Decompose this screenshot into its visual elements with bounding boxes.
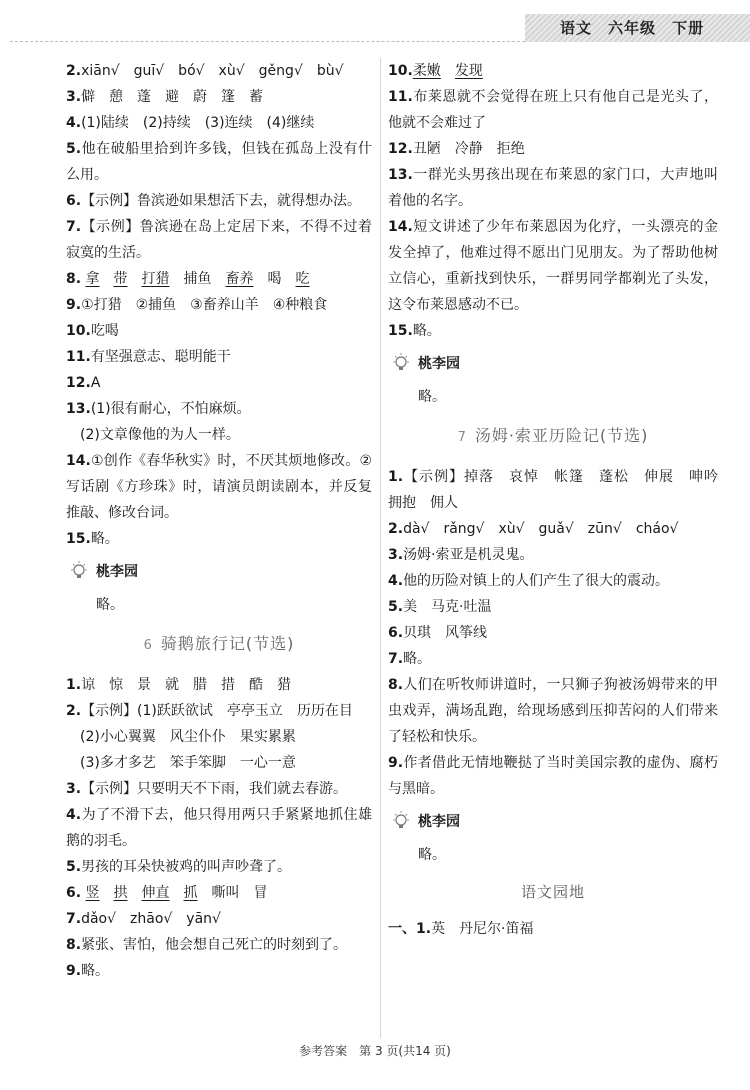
item-text: xiān√ guī√ bó√ xù√ gěng√ bù√ [81, 63, 344, 79]
answer-subitem: (2)文章像他的为人一样。 [80, 427, 240, 443]
section-title [388, 414, 718, 460]
item-text: 他的历险对镇上的人们产生了很大的震动。 [403, 573, 670, 589]
answer-item [388, 594, 718, 620]
item-text: 人们在听牧师讲道时，一只狮子狗被汤姆带来的甲虫戏弄，满场乱跑，给现场感到压抑苦闷的人们带来了轻松和快乐。 [388, 677, 718, 745]
item-number: 10. [388, 63, 413, 79]
grade-label: 六年级 [608, 19, 657, 37]
item-text: 英 丹尼尔·笛福 [431, 921, 534, 937]
item-text: 汤姆·索亚是机灵鬼。 [403, 547, 534, 563]
item-number: 6. [66, 193, 82, 209]
item-number: 3. [66, 89, 82, 105]
column-divider [380, 58, 381, 1038]
taoli-label: 桃李园 [418, 814, 460, 830]
lightbulb-icon [68, 560, 90, 582]
underlined-word: 畜养 [225, 271, 254, 287]
answer-item [66, 214, 372, 266]
answer-item [388, 318, 718, 344]
answer-item [66, 318, 372, 344]
item-text: 紧张、害怕，他会想自己死亡的时刻到了。 [81, 937, 348, 953]
taoli-text: 略。 [96, 597, 124, 613]
header-rule [10, 41, 525, 42]
answer-subitem: (2)小心翼翼 风尘仆仆 果实累累 [80, 729, 296, 745]
answer-item [388, 516, 718, 542]
item-text: 他在破船里拾到许多钱，但钱在孤岛上没有什么用。 [66, 141, 372, 183]
answer-item [388, 214, 718, 318]
right-items-a [388, 84, 718, 344]
answer-item [388, 542, 718, 568]
item-text: (1)陆续 (2)持续 (3)连续 (4)继续 [81, 115, 315, 131]
item-text: 谅 惊 景 就 腊 措 酷 猎 [81, 677, 292, 693]
right-items-b [388, 464, 732, 802]
underlined-word: 柔嫩 [412, 63, 441, 79]
answer-item [66, 776, 372, 802]
left-mid-items [66, 292, 372, 422]
item-text: (1)很有耐心，不怕麻烦。 [90, 401, 251, 417]
section-number: 6 [143, 638, 153, 653]
subject-label: 语文 [560, 19, 593, 37]
answer-item [66, 136, 372, 188]
item-text: 【示例】掉落 哀悼 帐篷 蓬松 伸展 呻吟 拥抱 佣人 [388, 469, 732, 511]
item-text: ①创作《春华秋实》时，不厌其烦地修改。②写话剧《方珍珠》时，请演员朗读剧本，并反复推敲、修改台词。 [66, 453, 372, 521]
answer-item [66, 854, 372, 880]
item-text: 布莱恩就不会觉得在班上只有他自己是光头了，他就不会难过了 [388, 89, 718, 131]
answer-item [388, 568, 718, 594]
answer-item [66, 698, 372, 724]
section-title [66, 622, 372, 668]
item-number: 6. [388, 625, 404, 641]
right-column [388, 58, 732, 942]
item-number: 11. [66, 349, 91, 365]
item-text: 美 马克·吐温 [403, 599, 492, 615]
section-number: 7 [457, 430, 467, 445]
item-text: 贝琪 风筝线 [403, 625, 488, 641]
answer-item [66, 672, 372, 698]
answer-item [388, 58, 718, 84]
item-number: 13. [66, 401, 91, 417]
item-number: 3. [388, 547, 404, 563]
left-top-items [66, 58, 372, 266]
answer-item [388, 620, 718, 646]
item-number: 7. [66, 219, 82, 235]
word: 喝 [267, 271, 282, 287]
item-number: 5. [388, 599, 404, 615]
item-number: 4. [66, 807, 82, 823]
taoli-text: 略。 [418, 389, 446, 405]
answer-item [66, 958, 372, 984]
item-number: 15. [388, 323, 413, 339]
taoli-label: 桃李园 [96, 564, 138, 580]
answer-item [388, 464, 732, 516]
item-number: 9. [66, 297, 82, 313]
item-number: 7. [66, 911, 82, 927]
underlined-word: 拿 [85, 271, 100, 287]
item-number: 2. [66, 703, 82, 719]
underlined-word: 吃 [295, 271, 310, 287]
item-text: 短文讲述了少年布莱恩因为化疗，一头漂亮的金发全掉了，他难过得不愿出门见朋友。为了帮助他树立信心，重新找到快乐，一群男同学都剃光了头发，这令布莱恩感动不已。 [388, 219, 718, 313]
underlined-word: 抓 [183, 885, 198, 901]
item-text: 略。 [81, 963, 110, 979]
taoli-heading [68, 556, 372, 586]
answer-item [388, 916, 718, 942]
answer-item [66, 526, 372, 552]
item-text: 僻 憩 蓬 避 蔚 篷 蓄 [81, 89, 264, 105]
answer-item [66, 448, 372, 526]
answer-item [66, 58, 372, 84]
item-number: 2. [66, 63, 82, 79]
section-title-text: 汤姆·索亚历险记(节选) [474, 426, 649, 445]
answer-item [66, 188, 372, 214]
section-title-text: 骑鹅旅行记(节选) [160, 634, 295, 653]
item-number: 2. [388, 521, 404, 537]
item-number: 7. [388, 651, 404, 667]
page-footer: 参考答案 第 3 页(共14 页) [299, 1044, 451, 1058]
item-text: 男孩的耳朵快被鸡的叫声吵聋了。 [81, 859, 292, 875]
item-text: dà√ rǎng√ xù√ guǎ√ zūn√ cháo√ [403, 521, 679, 537]
answer-item [388, 672, 718, 750]
item-text: 【示例】鲁滨逊如果想活下去，就得想办法。 [81, 193, 362, 209]
answer-item [388, 646, 718, 672]
item-number: 10. [66, 323, 91, 339]
answer-item [66, 292, 372, 318]
answer-item [66, 906, 372, 932]
item-number: 8. [388, 677, 404, 693]
answer-item [66, 344, 372, 370]
answer-item [66, 84, 372, 110]
answer-item [388, 162, 718, 214]
item-text: dǎo√ zhāo√ yān√ [81, 911, 221, 927]
item-text: 【示例】(1)跃跃欲试 亭亭玉立 历历在目 [81, 703, 353, 719]
lightbulb-icon [390, 810, 412, 832]
lightbulb-icon [390, 352, 412, 374]
item-number: 12. [388, 141, 413, 157]
item-text: A [90, 375, 101, 391]
answer-item [388, 136, 718, 162]
item-number: 9. [66, 963, 82, 979]
item-number: 13. [388, 167, 413, 183]
word: 捕鱼 [183, 271, 212, 287]
left-column [66, 58, 372, 984]
item-number: 8. [66, 271, 82, 287]
answer-item [66, 266, 372, 292]
underlined-word: 拱 [113, 885, 128, 901]
item-number: 9. [388, 755, 404, 771]
underlined-word: 打猎 [141, 271, 170, 287]
item-number: 一、1. [388, 921, 432, 937]
answer-item [66, 370, 372, 396]
item-number: 3. [66, 781, 82, 797]
volume-label: 下册 [672, 19, 705, 37]
item-text: 略。 [403, 651, 432, 667]
item-number: 14. [66, 453, 91, 469]
taoli-heading [390, 806, 718, 836]
word: 嘶叫 [211, 885, 240, 901]
underlined-word: 伸直 [141, 885, 170, 901]
item-number: 5. [66, 859, 82, 875]
item-text: 有坚强意志、聪明能干 [90, 349, 231, 365]
item-number: 14. [388, 219, 413, 235]
section-title: 语文园地 [520, 883, 585, 901]
item-text: 【示例】鲁滨逊在岛上定居下来，不得不过着寂寞的生活。 [66, 219, 372, 261]
answer-item [388, 750, 718, 802]
item-number: 1. [66, 677, 82, 693]
item-text: 为了不滑下去，他只得用两只手紧紧地抓住雄鹅的羽毛。 [66, 807, 372, 849]
item-number: 11. [388, 89, 413, 105]
item-text: ①打猎 ②捕鱼 ③畜养山羊 ④种粮食 [81, 297, 328, 313]
underlined-word: 带 [113, 271, 128, 287]
item-text: 【示例】只要明天不下雨，我们就去春游。 [81, 781, 348, 797]
taoli-text: 略。 [418, 847, 446, 863]
item-text: 丑陋 冷静 拒绝 [412, 141, 525, 157]
taoli-label: 桃李园 [418, 356, 460, 372]
item-number: 12. [66, 375, 91, 391]
item-number: 15. [66, 531, 91, 547]
header-title [560, 17, 704, 38]
item-number: 5. [66, 141, 82, 157]
answer-item [66, 802, 372, 854]
item-number: 4. [66, 115, 82, 131]
answer-subitem: (3)多才多艺 笨手笨脚 一心一意 [80, 755, 296, 771]
item-text: 略。 [90, 531, 119, 547]
taoli-heading [390, 348, 718, 378]
item-text: 作者借此无情地鞭挞了当时美国宗教的虚伪、腐朽与黑暗。 [388, 755, 718, 797]
underlined-word: 竖 [85, 885, 100, 901]
answer-item [388, 84, 718, 136]
answer-item [66, 396, 372, 422]
item-number: 4. [388, 573, 404, 589]
answer-item [66, 880, 372, 906]
item-text: 吃喝 [90, 323, 119, 339]
item-number: 6. [66, 885, 82, 901]
item-text: 一群光头男孩出现在布莱恩的家门口，大声地叫着他的名字。 [388, 167, 718, 209]
item-number: 1. [388, 469, 404, 485]
answer-item [66, 932, 372, 958]
item-text: 略。 [412, 323, 441, 339]
answer-item [66, 110, 372, 136]
word: 冒 [253, 885, 268, 901]
item-number: 8. [66, 937, 82, 953]
underlined-word: 发现 [454, 63, 483, 79]
